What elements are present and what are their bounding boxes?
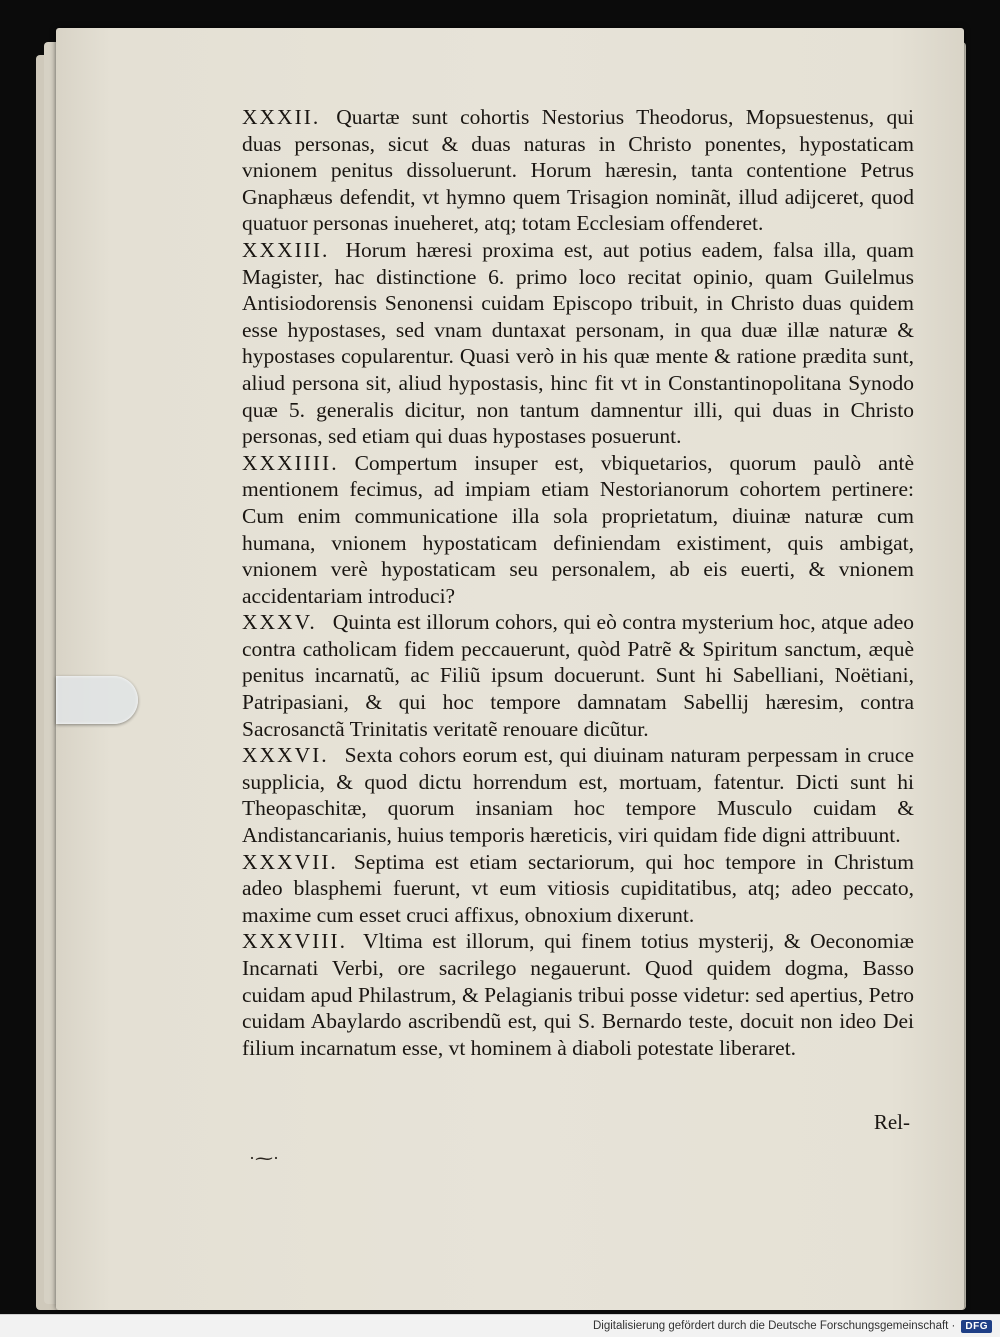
section-marker: XXXVII. (242, 849, 338, 874)
section-marker: XXXVI. (242, 743, 329, 768)
paragraph-37 (242, 849, 914, 929)
paragraph-34 (242, 450, 914, 610)
paragraph-text: Quartæ sunt cohortis Nestorius Theodorus, Mopsuestenus, qui duas personas, sicut & duas naturas in Christo ponentes, hypostaticam vnionem penitus dissoluerunt. Horum hæresin, tanta contentione Petrus Gnaphæus defendit, vt hymno quem Trisagion nominãt, illud adijceret, quod quatuor personas inueheret, atq; totam Ecclesiam offenderet. (242, 105, 914, 236)
paragraph-36 (242, 742, 914, 848)
paragraph-text: Horum hæresi proxima est, aut potius eadem, falsa illa, quam Magister, hac distinctione 6. primo loco recitat opinio, quam Guilelmus Antisiodorensis Senonensi cuidam Episcopo tribuit, in Christo duas quidem esse hypostases, sed vnam duntaxat personam, in qua duæ illæ naturæ & hypostases copularentur. Quasi verò in his quæ mente & ratione prædita sunt, aliud persona sit, aliud hypostasis, hinc fit vt in Constantinopolitana Synodo quæ 5. generalis dicitur, non tantum damnentur illi, qui duas in Christo personas, sed etiam qui duas hypostases posuerunt. (242, 237, 914, 449)
paragraph-35 (242, 609, 914, 742)
paragraph-text: Compertum insuper est, vbiquetarios, quorum paulò antè mentionem fecimus, ad impiam etiam Nestorianorum cohortem pertinere: Cum enim communicatione illa sola proprietatum, diuinæ naturæ cum humana, vnionem hypostaticam definiendam existiment, quis ambigat, vnionem verè hypostaticam seu personalem, ab eis euerti, & vnionem accidentariam introduci? (242, 450, 914, 608)
plastic-page-tab (56, 676, 138, 724)
section-marker: XXXVIII. (242, 929, 347, 954)
section-marker: XXXIII. (242, 237, 330, 262)
section-marker: XXXII. (242, 105, 321, 129)
paragraph-text: Sexta cohors eorum est, qui diuinam naturam perpessam in cruce supplicia, & quod dictu horrendum est, mortuam, fatentur. Dicti sunt hi Theopaschitæ, quorum insaniam hoc tempore Musculo cuidam & Andistancarianis, huius temporis hæreticis, viri quidam fide digni attribuunt. (242, 743, 914, 848)
body-text (242, 104, 914, 1061)
paragraph-32 (242, 104, 914, 237)
paragraph-text: Vltima est illorum, qui finem totius mysterij, & Oeconomiæ Incarnati Verbi, ore sacrilego negauerunt. Quod quidem dogma, Basso cuidam apud Philastrum, & Pelagianis tribui posse videtur: sed apertius, Petro cuidam Abaylardo ascribendũ est, qui S. Bernardo teste, docuit non ideo Dei filium incarnatum esse, vt hominem à diaboli potestate liberaret. (242, 929, 914, 1060)
footer-bar (0, 1314, 1000, 1337)
section-marker: XXXV. (242, 610, 317, 635)
section-marker: XXXIIII. (242, 450, 339, 475)
catchword: Rel- (873, 1110, 910, 1134)
paragraph-33 (242, 237, 914, 450)
paragraph-text: Quinta est illorum cohors, qui eò contra mysterium hoc, atque adeo contra catholicam fidem peccauerunt, quòd Patrẽ & Spiritum sanctum, æquè penitus incarnatũ, ac Filiũ ipsum docuerunt. Sunt hi Sabelliani, Noëtiani, Patripasiani, & qui hoc tempore damnatam Sabellij hæresim, contra Sacrosanctã Trinitatis veritatẽ renouare dicũtur. (242, 610, 914, 741)
paragraph-text: Septima est etiam sectariorum, qui hoc tempore in Christum adeo blasphemi fuerunt, vt eum vitiosis cupiditatibus, atq; adeo peccato, maxime cum esset cruci affixus, obnoxium dixerunt. (242, 849, 914, 927)
paragraph-38 (242, 928, 914, 1061)
ornament: ·⁓· (249, 1148, 279, 1168)
footer-text: Digitalisierung gefördert durch die Deutsche Forschungsgemeinschaft · (592, 1320, 956, 1332)
dfg-logo-icon: DFG (961, 1320, 992, 1333)
